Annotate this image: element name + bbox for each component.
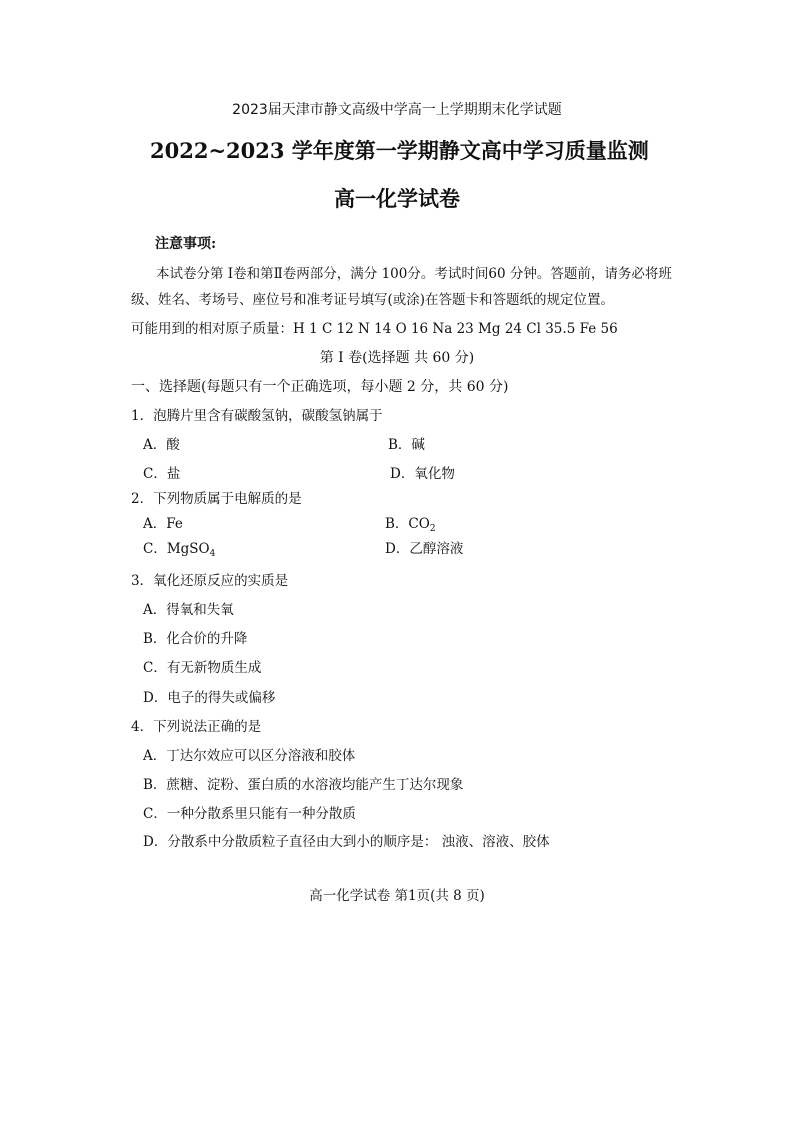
notice-line-2: 级、姓名、考场号、座位号和准考证号填写(或涂)在答题卡和答题纸的规定位置。 — [131, 292, 615, 308]
question-4-option-c: C．一种分散系里只能有一种分散质 — [143, 806, 356, 822]
document-source-title: 2023届天津市静文高级中学高一上学期期末化学试题 — [232, 102, 562, 118]
notice-label: 注意事项: — [155, 236, 217, 252]
question-4-option-d: D．分散系中分散质粒子直径由大到小的顺序是： 浊液、溶液、胶体 — [143, 834, 550, 850]
subscript-2: 2 — [429, 524, 436, 534]
question-1-option-c: C．盐 — [143, 466, 181, 482]
section-title: 第 Ⅰ 卷(选择题 共 60 分) — [319, 350, 475, 366]
notice-line-1: 本试卷分第 Ⅰ卷和第Ⅱ卷两部分，满分 100分。考试时间60 分钟。答题前，请务必将班 — [156, 266, 672, 282]
question-3-option-d: D．电子的得失或偏移 — [143, 690, 276, 706]
exam-subject-title: 高一化学试卷 — [334, 186, 460, 211]
question-1-stem: 1．泡腾片里含有碳酸氢钠，碳酸氢钠属于 — [131, 408, 383, 424]
question-2-option-b — [385, 512, 436, 532]
part-title: 一、选择题(每题只有一个正确选项，每小题 2 分，共 60 分) — [131, 379, 509, 395]
question-3-option-a: A．得氧和失氧 — [143, 602, 234, 618]
question-1-option-b: B．碱 — [388, 437, 425, 453]
question-4-stem: 4．下列说法正确的是 — [131, 719, 262, 735]
subscript-4: 4 — [209, 549, 216, 559]
page-footer: 高一化学试卷 第1页(共 8 页) — [309, 888, 485, 904]
question-2-option-c-text: C．MgSO — [143, 541, 210, 557]
question-2-option-c — [143, 537, 215, 557]
question-3-option-b: B．化合价的升降 — [143, 631, 248, 647]
question-4-option-a: A．丁达尔效应可以区分溶液和胶体 — [143, 748, 356, 764]
question-3-option-c: C．有无新物质生成 — [143, 660, 262, 676]
question-2-stem: 2．下列物质属于电解质的是 — [131, 491, 302, 507]
question-4-option-b: B．蔗糖、淀粉、蛋白质的水溶液均能产生丁达尔现象 — [143, 777, 464, 793]
question-3-stem: 3．氧化还原反应的实质是 — [131, 573, 289, 589]
question-2-option-b-text: B．CO — [385, 516, 430, 532]
exam-title: 2022~2023 学年度第一学期静文高中学习质量监测 — [150, 138, 649, 163]
atomic-masses: 可能用到的相对原子质量：H 1 C 12 N 14 O 16 Na 23 Mg 24 Cl 35.5 Fe 56 — [131, 321, 618, 337]
question-1-option-a: A．酸 — [143, 437, 180, 453]
question-2-option-d: D．乙醇溶液 — [385, 541, 464, 557]
question-2-option-a: A．Fe — [143, 516, 183, 532]
question-1-option-d: D．氧化物 — [390, 466, 455, 482]
